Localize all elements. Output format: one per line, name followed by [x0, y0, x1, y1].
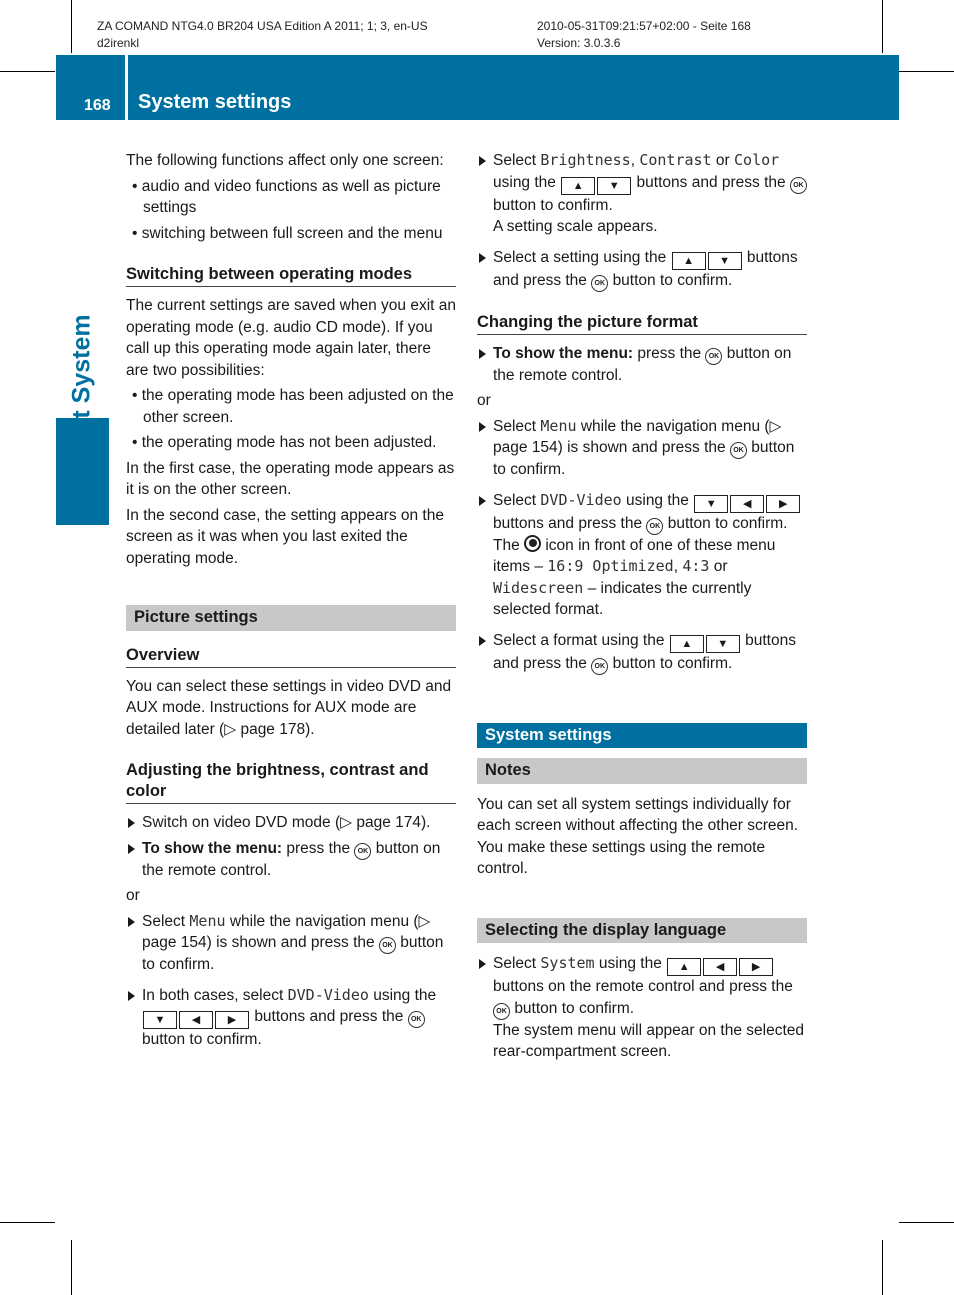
- step-arrow-icon: [128, 818, 135, 828]
- switching-modes-heading: Switching between operating modes: [126, 264, 456, 287]
- system-settings-heading: System settings: [477, 723, 807, 749]
- brightness-term: Brightness: [540, 151, 631, 169]
- step-text: buttons and press the: [493, 248, 798, 289]
- up-button-icon: ▲: [670, 635, 704, 653]
- step-text: buttons and press the: [254, 1008, 404, 1025]
- crop-mark: [899, 71, 954, 72]
- step-text: or: [713, 558, 728, 575]
- contrast-term: Contrast: [639, 151, 712, 169]
- step-text: Select: [493, 417, 537, 435]
- step-arrow-icon: [479, 422, 486, 432]
- step-text: using the: [493, 173, 556, 191]
- ok-icon: OK: [646, 518, 663, 535]
- section-bar: [56, 55, 899, 120]
- step-label: To show the menu:: [142, 839, 283, 857]
- left-column: [126, 150, 456, 1060]
- side-tab-marker: [56, 418, 109, 525]
- down-button-icon: ▼: [708, 252, 742, 270]
- ok-icon: OK: [790, 177, 807, 194]
- instruction-step: [477, 150, 807, 238]
- side-tab: [56, 120, 109, 525]
- step-text: using the: [626, 491, 689, 509]
- ok-icon: OK: [354, 843, 371, 860]
- step-text: button to confirm.: [667, 514, 788, 532]
- step-text: ,: [673, 558, 679, 575]
- ok-icon: OK: [705, 348, 722, 365]
- down-button-icon: ▼: [694, 495, 728, 513]
- switching-text: The current settings are saved when you exit an operating mode (e.g. audio CD mode). If you call up this operating mode again later, there are two possibilities:: [126, 297, 456, 379]
- step-text: buttons and press the: [493, 514, 643, 532]
- print-header-left: [97, 18, 428, 52]
- step-text: buttons and press the: [493, 631, 796, 672]
- list-item: • switching between full screen and the menu: [132, 224, 443, 242]
- header-doc-id: ZA COMAND NTG4.0 BR204 USA Edition A 2011; 1; 3, en-US: [97, 19, 428, 33]
- step-arrow-icon: [479, 636, 486, 646]
- menu-term: Menu: [540, 416, 577, 435]
- up-button-icon: ▲: [672, 252, 706, 270]
- step-text: button to confirm.: [612, 271, 733, 289]
- or-text: or: [477, 392, 491, 409]
- list-item: • the operating mode has been adjusted on the other screen.: [132, 387, 454, 426]
- step-text: or: [715, 152, 730, 169]
- overview-heading: Overview: [126, 645, 456, 668]
- page-title: System settings: [138, 91, 292, 113]
- crop-mark: [0, 71, 55, 72]
- step-text: while the navigation menu (▷ page 154) is shown and press the: [142, 912, 431, 951]
- up-button-icon: ▲: [561, 177, 595, 195]
- crop-mark: [882, 0, 883, 53]
- step-arrow-icon: [128, 844, 135, 854]
- left-button-icon: ◀: [730, 495, 764, 513]
- step-result: [493, 535, 807, 621]
- picture-format-heading: Changing the picture format: [477, 312, 807, 335]
- step-text: buttons and press the: [636, 173, 786, 191]
- instruction-step: [477, 490, 807, 621]
- format-widescreen-term: Widescreen: [493, 578, 584, 597]
- page-number: 168: [84, 97, 111, 114]
- system-term: System: [540, 954, 595, 972]
- instruction-step: [477, 343, 807, 387]
- step-label: To show the menu:: [493, 344, 634, 362]
- switching-text: In the first case, the operating mode appears as it is on the other screen.: [126, 459, 455, 498]
- step-text: using the: [373, 986, 437, 1004]
- step-text: Select: [493, 955, 537, 972]
- right-button-icon: ▶: [739, 958, 773, 976]
- step-text: press the: [286, 839, 351, 857]
- step-arrow-icon: [479, 496, 486, 506]
- step-text: Select a format using the: [493, 631, 665, 649]
- menu-term: Menu: [189, 911, 226, 930]
- notes-text: You can set all system settings individually for each screen without affecting the other screen. You make these settings using the remote control.: [477, 795, 799, 877]
- instruction-step: [126, 911, 456, 976]
- left-button-icon: ◀: [703, 958, 737, 976]
- step-text: Switch on video DVD mode (▷ page 174).: [142, 814, 431, 831]
- step-text: icon in front of one of these menu items –: [493, 536, 776, 575]
- step-arrow-icon: [479, 253, 486, 263]
- instruction-step: [477, 247, 807, 292]
- crop-mark: [71, 1240, 72, 1295]
- instruction-step: [477, 416, 807, 481]
- step-text: button to confirm.: [493, 196, 613, 214]
- overview-text: You can select these settings in video DVD and AUX mode. Instructions for AUX mode are detailed later (▷ page 178).: [126, 677, 452, 738]
- header-author: d2irenkl: [97, 36, 140, 50]
- step-arrow-icon: [479, 349, 486, 359]
- format-43-term: 4:3: [682, 557, 710, 575]
- dvd-video-term: DVD-Video: [287, 985, 369, 1004]
- step-text: button to confirm.: [493, 439, 795, 478]
- right-button-icon: ▶: [215, 1011, 249, 1029]
- instruction-step: [126, 838, 456, 882]
- step-arrow-icon: [479, 959, 486, 969]
- step-text: button on the remote control.: [493, 344, 792, 384]
- display-language-heading: Selecting the display language: [477, 918, 807, 944]
- step-text: button on the remote control.: [142, 839, 441, 879]
- dvd-video-term: DVD-Video: [540, 490, 622, 509]
- step-text: Select: [493, 152, 537, 169]
- list-item: • the operating mode has not been adjusted.: [132, 434, 437, 451]
- down-button-icon: ▼: [143, 1011, 177, 1029]
- crop-mark: [71, 0, 72, 53]
- step-text: button to confirm.: [612, 654, 733, 672]
- step-text: The: [493, 536, 520, 554]
- step-text: Select a setting using the: [493, 248, 667, 266]
- step-text: button to confirm.: [142, 1031, 262, 1048]
- header-version: Version: 3.0.3.6: [537, 36, 621, 50]
- down-button-icon: ▼: [706, 635, 740, 653]
- right-button-icon: ▶: [766, 495, 800, 513]
- step-text: – indicates the currently selected format.: [493, 579, 752, 618]
- step-text: buttons on the remote control and press the: [493, 978, 793, 995]
- step-arrow-icon: [128, 917, 135, 927]
- step-text: press the: [637, 344, 702, 362]
- step-arrow-icon: [479, 156, 486, 166]
- instruction-step: [477, 630, 807, 675]
- step-result: The system menu will appear on the selected rear-compartment screen.: [493, 1021, 805, 1060]
- notes-heading: Notes: [477, 758, 807, 784]
- left-button-icon: ◀: [179, 1011, 213, 1029]
- list-item: • audio and video functions as well as picture settings: [132, 177, 441, 216]
- ok-icon: OK: [493, 1003, 510, 1020]
- step-text: In both cases, select: [142, 986, 284, 1004]
- right-column: [477, 150, 807, 1072]
- intro-text: The following functions affect only one screen:: [126, 152, 444, 169]
- print-header-right: [537, 18, 751, 52]
- crop-mark: [899, 1222, 954, 1223]
- color-term: Color: [734, 151, 780, 169]
- crop-mark: [0, 1222, 55, 1223]
- header-timestamp: 2010-05-31T09:21:57+02:00 - Seite 168: [537, 19, 751, 33]
- step-text: button to confirm.: [142, 934, 444, 973]
- step-text: ,: [630, 152, 636, 169]
- instruction-step: [477, 953, 807, 1063]
- adjust-heading: Adjusting the brightness, contrast and color: [126, 760, 456, 804]
- step-text: while the navigation menu (▷ page 154) is shown and press the: [493, 417, 782, 456]
- bar-divider: [125, 55, 128, 120]
- instruction-step: [126, 985, 456, 1051]
- picture-settings-heading: Picture settings: [126, 605, 456, 631]
- up-button-icon: ▲: [667, 958, 701, 976]
- step-result: A setting scale appears.: [493, 218, 658, 235]
- step-text: Select: [493, 491, 537, 509]
- ok-icon: OK: [591, 658, 608, 675]
- step-text: using the: [598, 955, 662, 972]
- format-169-term: 16:9 Optimized: [547, 557, 674, 575]
- ok-icon: OK: [591, 275, 608, 292]
- switching-text: In the second case, the setting appears on the screen as it was when you last exited the operating mode.: [126, 506, 444, 567]
- ok-icon: OK: [379, 937, 396, 954]
- down-button-icon: ▼: [597, 177, 631, 195]
- ok-icon: OK: [408, 1011, 425, 1028]
- ok-icon: OK: [730, 442, 747, 459]
- crop-mark: [882, 1240, 883, 1295]
- step-text: button to confirm.: [514, 999, 635, 1017]
- step-text: Select: [142, 912, 186, 930]
- step-arrow-icon: [128, 991, 135, 1001]
- or-text: or: [126, 887, 140, 904]
- radio-selected-icon: [524, 535, 541, 552]
- instruction-step: [126, 812, 456, 834]
